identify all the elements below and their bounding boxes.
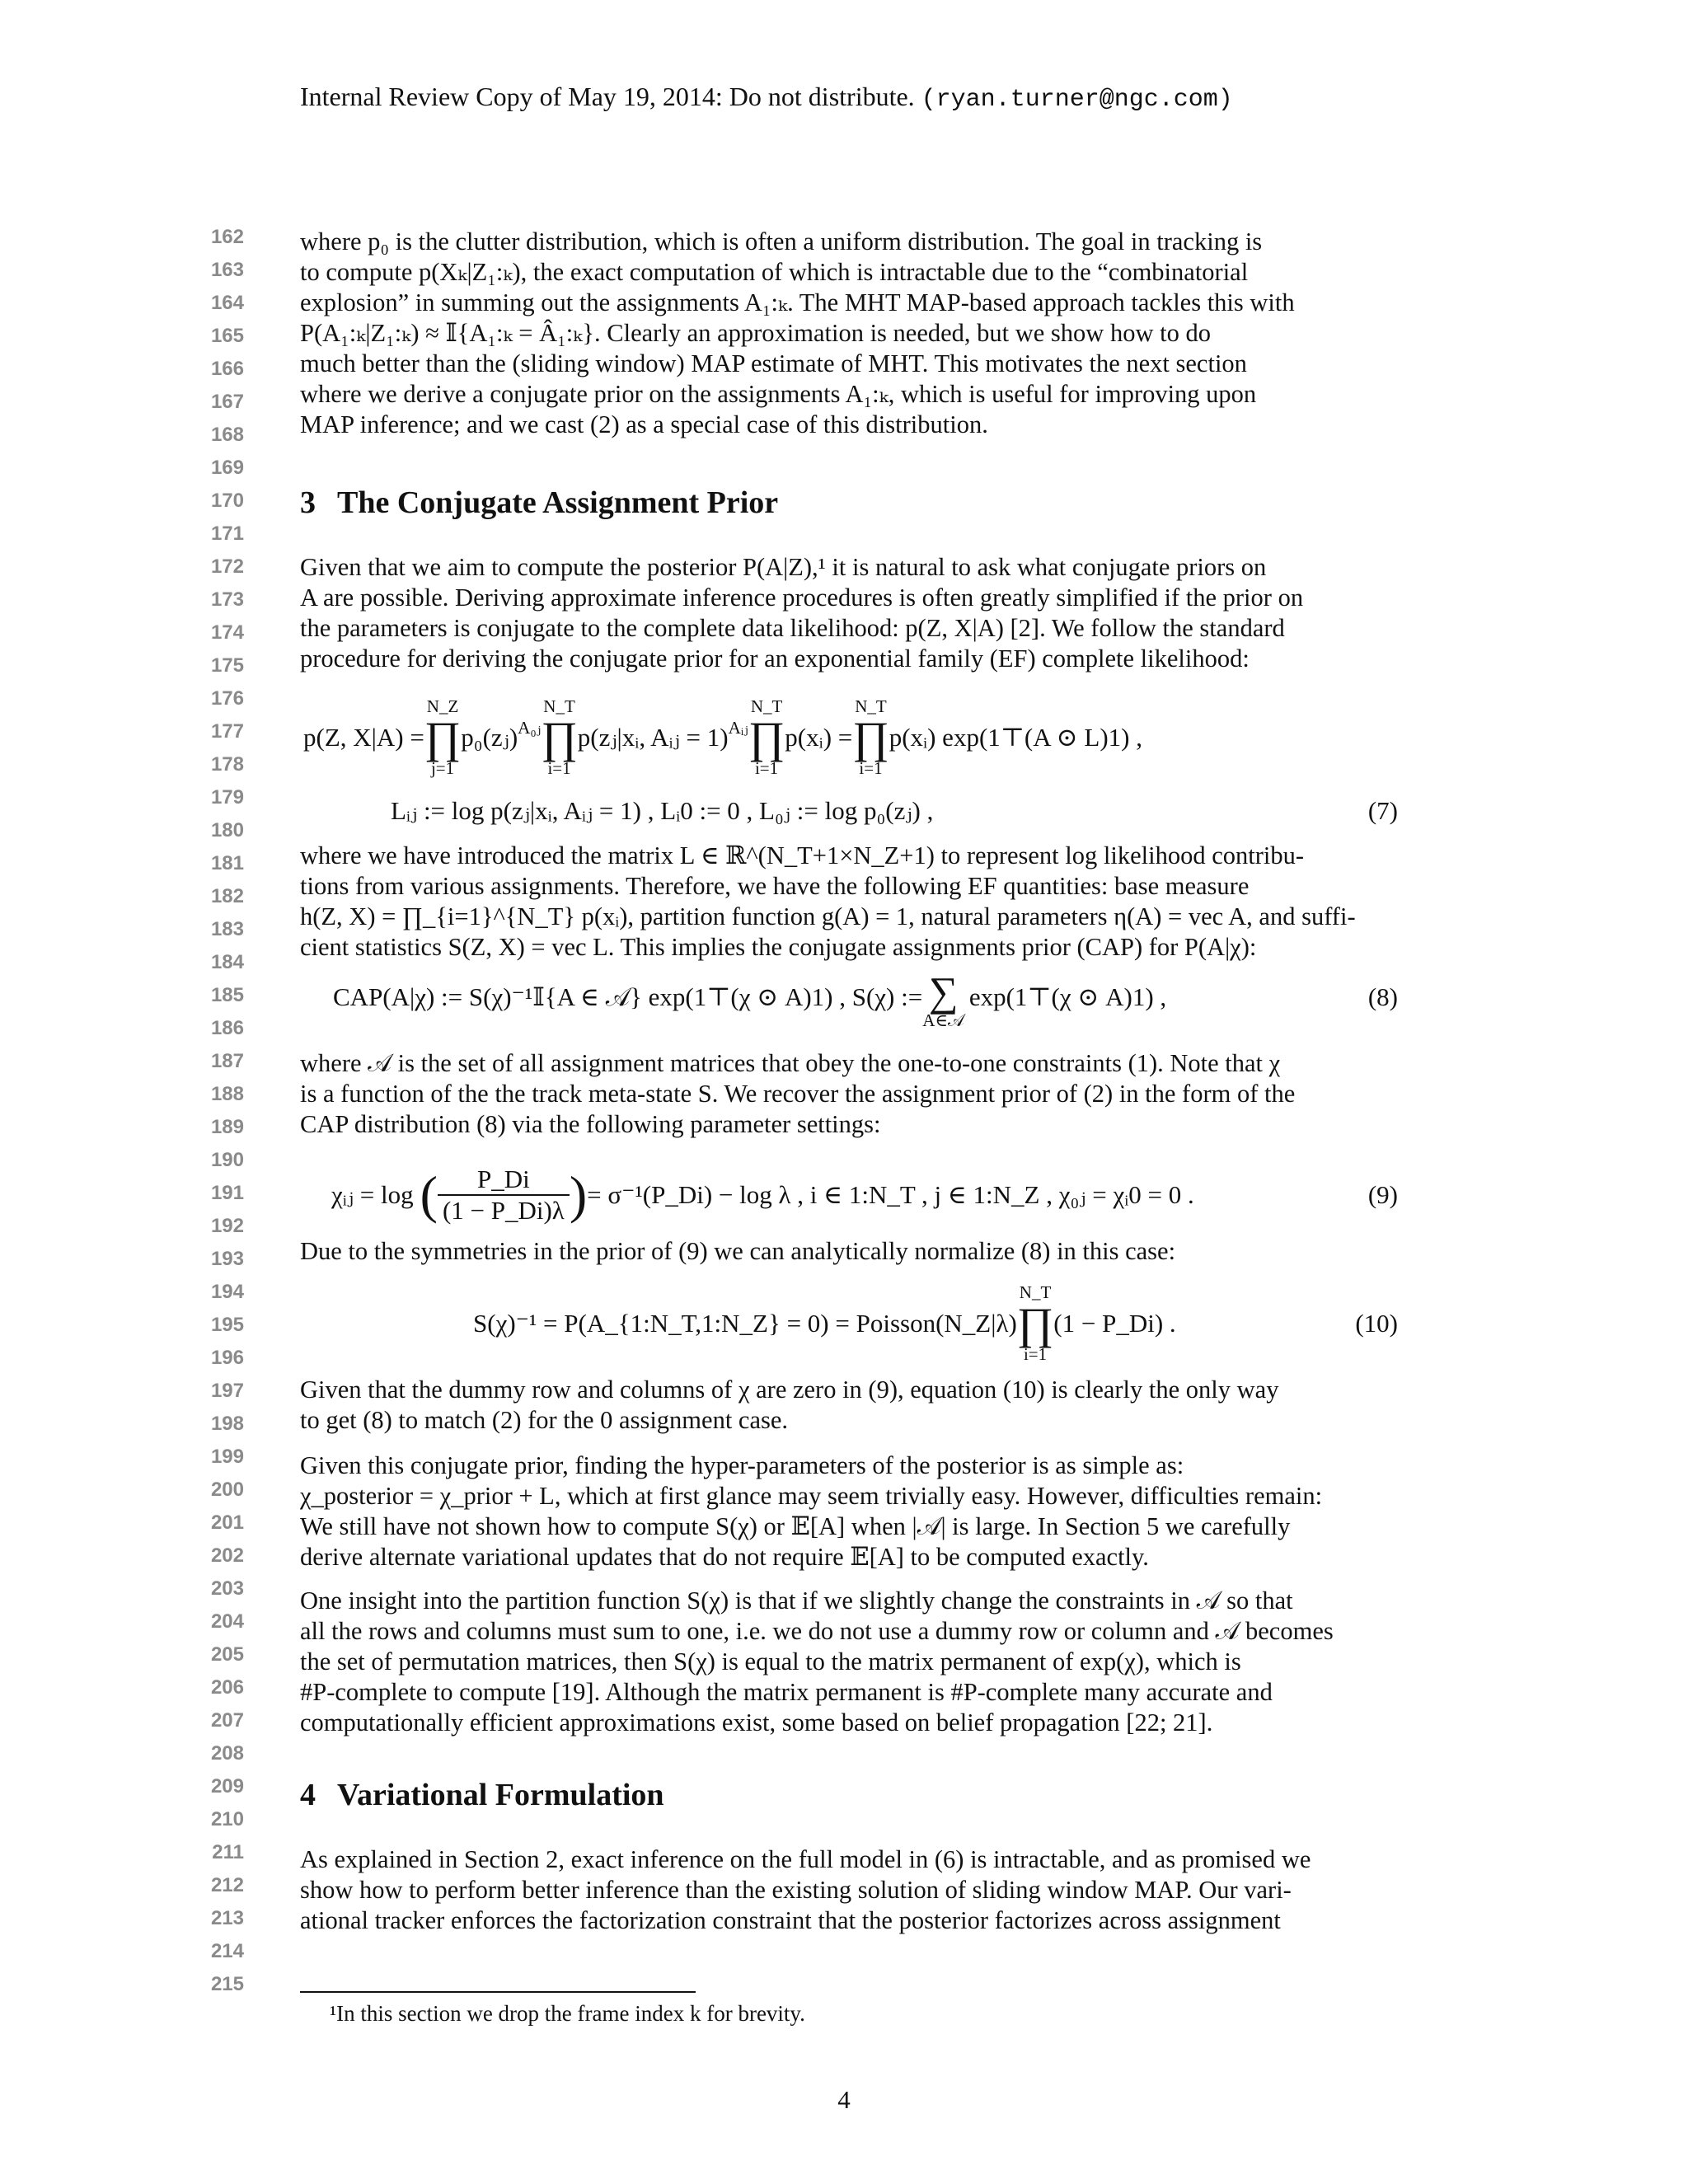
text-line: #P-complete to compute [19]. Although the matrix permanent is #P-complete many accurate and: [300, 1678, 1273, 1706]
equation-9: [300, 1155, 1398, 1235]
eq-term: S(χ)⁻¹ = P(A_{1:N_T,1:N_Z} = 0) = Poisson(N_Z|λ): [473, 1309, 1017, 1338]
line-number: 165: [210, 325, 244, 347]
paragraph-variational: [300, 1844, 1398, 1936]
text-line: the parameters is conjugate to the complete data likelihood: p(Z, X|A) [2]. We follow the standard: [300, 614, 1285, 642]
eq-term: p(zⱼ|xᵢ, Aᵢⱼ = 1): [577, 723, 729, 752]
text-line: explosion” in summing out the assignments A₁:ₖ. The MHT MAP-based approach tackles this with: [300, 288, 1295, 316]
line-number: 199: [210, 1446, 244, 1468]
eq-term: (1 − P_Di) .: [1053, 1309, 1176, 1338]
line-number: 194: [210, 1281, 244, 1303]
text-line: CAP distribution (8) via the following parameter settings:: [300, 1110, 881, 1138]
eq-term: χᵢⱼ = log: [331, 1180, 414, 1209]
sum-sub: A∈𝒜: [922, 1010, 964, 1030]
paragraph-hyperparameters: [300, 1451, 1398, 1572]
text-line: Due to the symmetries in the prior of (9) we can analytically normalize (8) in this case:: [300, 1237, 1176, 1265]
line-number: 195: [210, 1314, 244, 1336]
sum-operator: ∑ A∈𝒜: [922, 968, 964, 1030]
text-line: P(A₁:ₖ|Z₁:ₖ) ≈ 𝕀{A₁:ₖ = Â₁:ₖ}. Clearly an approximation is needed, but we show how to do: [300, 319, 1211, 347]
text-line: much better than the (sliding window) MAP estimate of MHT. This motivates the next section: [300, 349, 1247, 377]
line-number: 213: [210, 1907, 244, 1929]
line-number: 207: [210, 1709, 244, 1732]
line-number: 175: [210, 654, 244, 677]
product-sub: j=1: [430, 758, 455, 778]
text-line: the set of permutation matrices, then S(χ) is equal to the matrix permanent of exp(χ), which is: [300, 1647, 1241, 1675]
product-sup: N_T: [543, 696, 575, 716]
line-number: 196: [210, 1347, 244, 1369]
line-number: 188: [210, 1083, 244, 1105]
line-number: 202: [210, 1544, 244, 1567]
text-line: procedure for deriving the conjugate prior for an exponential family (EF) complete likelihood:: [300, 644, 1250, 673]
equation-7: [300, 692, 1398, 791]
fraction: [438, 1165, 570, 1226]
product-operator: N_T ∏ i=1: [852, 696, 889, 778]
footnote: ¹In this section we drop the frame index k for brevity.: [330, 2001, 805, 2026]
line-number: 210: [210, 1808, 244, 1830]
line-number: 162: [210, 226, 244, 248]
text-line: Given that we aim to compute the posterior P(A|Z),¹ it is natural to ask what conjugate priors on: [300, 553, 1267, 581]
section-number: 4: [300, 1778, 316, 1812]
line-number: 174: [210, 621, 244, 644]
text-line: to compute p(Xₖ|Z₁:ₖ), the exact computation of which is intractable due to the “combinatorial: [300, 258, 1249, 286]
header-text: Internal Review Copy of May 19, 2014: Do not distribute.: [300, 82, 915, 111]
text-line: derive alternate variational updates that do not require 𝔼[A] to be computed exactly.: [300, 1543, 1149, 1571]
line-number: 200: [210, 1479, 244, 1501]
page-header: [300, 81, 1388, 115]
line-number: 193: [210, 1248, 244, 1270]
eq-term: p₀(zⱼ): [461, 723, 518, 752]
text-line: where p₀ is the clutter distribution, which is often a uniform distribution. The goal in tracking is: [300, 227, 1263, 255]
text-line: show how to perform better inference than the existing solution of sliding window MAP. Our vari-: [300, 1876, 1292, 1904]
line-number: 164: [210, 292, 244, 314]
line-number: 166: [210, 358, 244, 380]
eq-term: p(xᵢ) =: [785, 723, 853, 752]
product-sup: N_T: [1019, 1282, 1052, 1302]
line-number: 171: [210, 523, 244, 545]
line-number: 205: [210, 1643, 244, 1666]
paragraph-intro: [300, 227, 1398, 440]
line-number: 198: [210, 1413, 244, 1435]
text-line: Given that the dummy row and columns of χ are zero in (9), equation (10) is clearly the only way: [300, 1376, 1279, 1404]
line-number: 176: [210, 687, 244, 710]
text-line: A are possible. Deriving approximate inference procedures is often greatly simplified if the prior on: [300, 583, 1304, 612]
line-number: 192: [210, 1215, 244, 1237]
product-operator: N_T ∏ i=1: [1016, 1282, 1054, 1364]
paragraph-dummy-row: [300, 1375, 1398, 1436]
section-heading-3: [300, 485, 778, 521]
line-number: 172: [210, 555, 244, 578]
line-number: 201: [210, 1511, 244, 1534]
section-title: The Conjugate Assignment Prior: [337, 485, 779, 520]
eq-term: p(Z, X|A) =: [303, 723, 424, 752]
text-line: cient statistics S(Z, X) = vec L. This implies the conjugate assignments prior (CAP) for P(A|χ):: [300, 933, 1257, 961]
line-number: 211: [212, 1841, 244, 1863]
text-line: where we derive a conjugate prior on the assignments A₁:ₖ, which is useful for improving upon: [300, 380, 1257, 408]
product-sub: i=1: [754, 758, 779, 778]
line-number: 177: [210, 720, 244, 743]
line-number: 185: [210, 984, 244, 1006]
text-line: where 𝒜 is the set of all assignment matrices that obey the one-to-one constraints (1). Note that χ: [300, 1049, 1281, 1077]
line-numbers: [203, 221, 244, 2001]
line-number: 191: [210, 1182, 244, 1204]
text-line: is a function of the the track meta-state S. We recover the assignment prior of (2) in the form of the: [300, 1080, 1296, 1108]
fraction-denominator: (1 − P_Di)λ: [442, 1196, 565, 1225]
product-operator: N_T ∏ i=1: [541, 696, 578, 778]
line-number: 179: [210, 786, 244, 808]
line-number: 212: [210, 1874, 244, 1896]
paragraph-conjugate: [300, 552, 1398, 674]
product-operator: N_Z ∏ j=1: [424, 696, 462, 778]
line-number: 182: [210, 885, 244, 907]
line-number: 170: [210, 490, 244, 512]
product-sup: N_T: [750, 696, 783, 716]
line-number: 167: [210, 391, 244, 413]
line-number: 190: [210, 1149, 244, 1171]
eq-term: p(xᵢ) exp(1⊤(A ⊙ L)1) ,: [889, 723, 1142, 752]
text-line: We still have not shown how to compute S(χ) or 𝔼[A] when |𝒜| is large. In Section 5 we carefully: [300, 1512, 1291, 1540]
fraction-numerator: P_Di: [438, 1165, 570, 1196]
line-number: 208: [210, 1742, 244, 1765]
text-line: Given this conjugate prior, finding the hyper-parameters of the posterior is as simple as:: [300, 1451, 1184, 1479]
line-number: 184: [210, 951, 244, 973]
line-number: 189: [210, 1116, 244, 1138]
paragraph-assignment-set: [300, 1048, 1398, 1140]
line-number: 203: [210, 1577, 244, 1600]
paragraph-ef-quantities: [300, 841, 1398, 963]
equation-8: [300, 968, 1398, 1045]
line-number: 204: [210, 1610, 244, 1633]
paragraph-partition-function: [300, 1586, 1398, 1738]
product-sup: N_Z: [426, 696, 459, 716]
line-number: 214: [210, 1940, 244, 1962]
line-number: 178: [210, 753, 244, 776]
text-line: ational tracker enforces the factorization constraint that the posterior factorizes across assignment: [300, 1906, 1281, 1934]
product-operator: N_T ∏ i=1: [748, 696, 785, 778]
equation-7-line1: [303, 692, 1142, 783]
text-line: As explained in Section 2, exact inference on the full model in (6) is intractable, and as promised we: [300, 1845, 1311, 1873]
text-line: where we have introduced the matrix L ∈ ℝ^(N_T+1×N_Z+1) to represent log likelihood contribu-: [300, 841, 1304, 869]
header-email: (ryan.turner@ngc.com): [921, 86, 1233, 114]
eq-term: Lᵢⱼ := log p(zⱼ|xᵢ, Aᵢⱼ = 1) , Lᵢ0 := 0 , L₀ⱼ := log p₀(zⱼ) ,: [391, 796, 934, 825]
section-title: Variational Formulation: [337, 1778, 664, 1812]
product-sup: N_T: [855, 696, 887, 716]
equation-number: (10): [1355, 1309, 1398, 1338]
line-number: 197: [210, 1380, 244, 1402]
equation-number: (8): [1367, 982, 1398, 1011]
text-line: computationally efficient approximations exist, some based on belief propagation [22; 21].: [300, 1708, 1213, 1736]
line-number: 183: [210, 918, 244, 940]
line-number: 215: [210, 1973, 244, 1995]
section-heading-4: [300, 1777, 664, 1813]
line-number: 173: [210, 588, 244, 611]
product-sub: i=1: [547, 758, 571, 778]
paragraph-symmetries: [300, 1236, 1398, 1267]
text-line: tions from various assignments. Therefore, we have the following EF quantities: base measure: [300, 872, 1250, 900]
line-number: 187: [210, 1050, 244, 1072]
line-number: 163: [210, 259, 244, 281]
section-number: 3: [300, 485, 316, 520]
line-number: 209: [210, 1775, 244, 1797]
line-number: 206: [210, 1676, 244, 1699]
equation-8-body: [333, 968, 1167, 1030]
line-number: 168: [210, 424, 244, 446]
product-sub: i=1: [859, 758, 883, 778]
equation-10: [300, 1277, 1398, 1370]
equation-10-body: [473, 1277, 1176, 1370]
product-sub: i=1: [1023, 1344, 1048, 1364]
line-number: 181: [210, 852, 244, 874]
text-line: all the rows and columns must sum to one, i.e. we do not use a dummy row or column and 𝒜 becomes: [300, 1617, 1334, 1645]
text-line: MAP inference; and we cast (2) as a special case of this distribution.: [300, 410, 988, 438]
line-number: 180: [210, 819, 244, 841]
eq-term: = σ⁻¹(P_Di) − log λ , i ∈ 1:N_T , j ∈ 1:N_Z , χ₀ⱼ = χᵢ0 = 0 .: [587, 1180, 1194, 1209]
text-line: h(Z, X) = ∏_{i=1}^{N_T} p(xᵢ), partition function g(A) = 1, natural parameters η(A) = vec A, and suffi-: [300, 902, 1356, 930]
line-number: 186: [210, 1017, 244, 1039]
footnote-rule: [300, 1991, 696, 1993]
equation-number: (7): [1367, 796, 1398, 825]
line-number: 169: [210, 457, 244, 479]
text-line: One insight into the partition function S(χ) is that if we slightly change the constraints in 𝒜 so that: [300, 1586, 1293, 1615]
page-number: 4: [837, 2085, 851, 2114]
eq-exponent: Aᵢⱼ: [728, 718, 748, 738]
eq-term: CAP(A|χ) := S(χ)⁻¹𝕀{A ∈ 𝒜} exp(1⊤(χ ⊙ A)1) , S(χ) :=: [333, 982, 923, 1011]
text-line: χ_posterior = χ_prior + L, which at first glance may seem trivially easy. However, difficulties remain:: [300, 1482, 1323, 1510]
equation-number: (9): [1367, 1180, 1398, 1209]
eq-exponent: A₀ⱼ: [518, 718, 542, 738]
eq-term: exp(1⊤(χ ⊙ A)1) ,: [968, 982, 1167, 1011]
text-line: to get (8) to match (2) for the 0 assignment case.: [300, 1406, 789, 1434]
equation-9-body: χᵢⱼ = log ( $\frac{P\_Di}{(1 - P\_Di)\lambda}$ ) = σ⁻¹(P_Di) − log λ , i ∈ 1:N_T , j ∈ 1:N_Z , χ₀ⱼ = χᵢ0 = 0 .: [331, 1165, 1194, 1225]
